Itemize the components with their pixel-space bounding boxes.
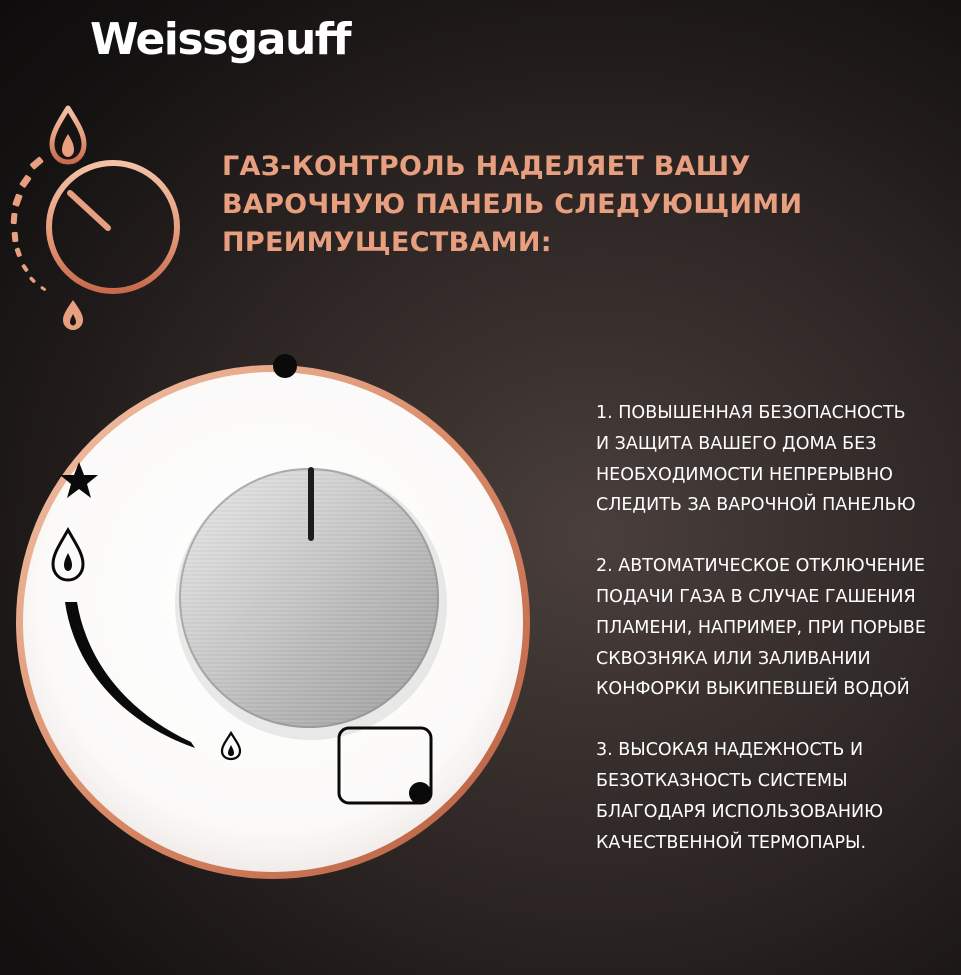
headline — [222, 148, 922, 262]
benefit-line: ПЛАМЕНИ, НАПРИМЕР, ПРИ ПОРЫВЕ — [596, 617, 926, 638]
headline-line: ВАРОЧНУЮ ПАНЕЛЬ СЛЕДУЮЩИМИ — [222, 189, 803, 220]
benefit-line: КОНФОРКИ ВЫКИПЕВШЕЙ ВОДОЙ — [596, 679, 910, 700]
benefit-line: КАЧЕСТВЕННОЙ ТЕРМОПАРЫ. — [596, 832, 867, 853]
benefit-item — [596, 735, 956, 858]
brand-logo-text: Weissgauff — [90, 14, 351, 65]
benefit-line: И ЗАЩИТА ВАШЕГО ДОМА БЕЗ — [596, 433, 877, 454]
benefits-list — [596, 398, 956, 888]
dashed-arc-icon — [11, 156, 47, 291]
headline-line: ГАЗ-КОНТРОЛЬ НАДЕЛЯЕТ ВАШУ — [222, 151, 751, 182]
benefit-line: ПОДАЧИ ГАЗА В СЛУЧАЕ ГАШЕНИЯ — [596, 586, 916, 607]
timer-ring-icon — [49, 163, 177, 291]
benefit-line: БЕЗОТКАЗНОСТЬ СИСТЕМЫ — [596, 770, 848, 791]
benefit-item — [596, 551, 956, 705]
off-position-dot-icon — [273, 354, 297, 378]
benefit-line: НЕОБХОДИМОСТИ НЕПРЕРЫВНО — [596, 464, 893, 485]
benefit-line: БЛАГОДАРЯ ИСПОЛЬЗОВАНИЮ — [596, 801, 884, 822]
gas-control-timer-flame-icon — [0, 100, 200, 340]
benefit-line: СЛЕДИТЬ ЗА ВАРОЧНОЙ ПАНЕЛЬЮ — [596, 495, 916, 516]
benefit-line: 3. ВЫСОКАЯ НАДЕЖНОСТЬ И — [596, 740, 864, 761]
gas-knob-dial — [15, 340, 545, 970]
benefit-line: 2. АВТОМАТИЧЕСКОЕ ОТКЛЮЧЕНИЕ — [596, 556, 925, 577]
benefit-line: СКВОЗНЯКА ИЛИ ЗАЛИВАНИИ — [596, 648, 871, 669]
benefit-item — [596, 398, 956, 521]
headline-line: ПРЕИМУЩЕСТВАМИ: — [222, 227, 552, 258]
benefit-line: 1. ПОВЫШЕННАЯ БЕЗОПАСНОСТЬ — [596, 403, 906, 423]
